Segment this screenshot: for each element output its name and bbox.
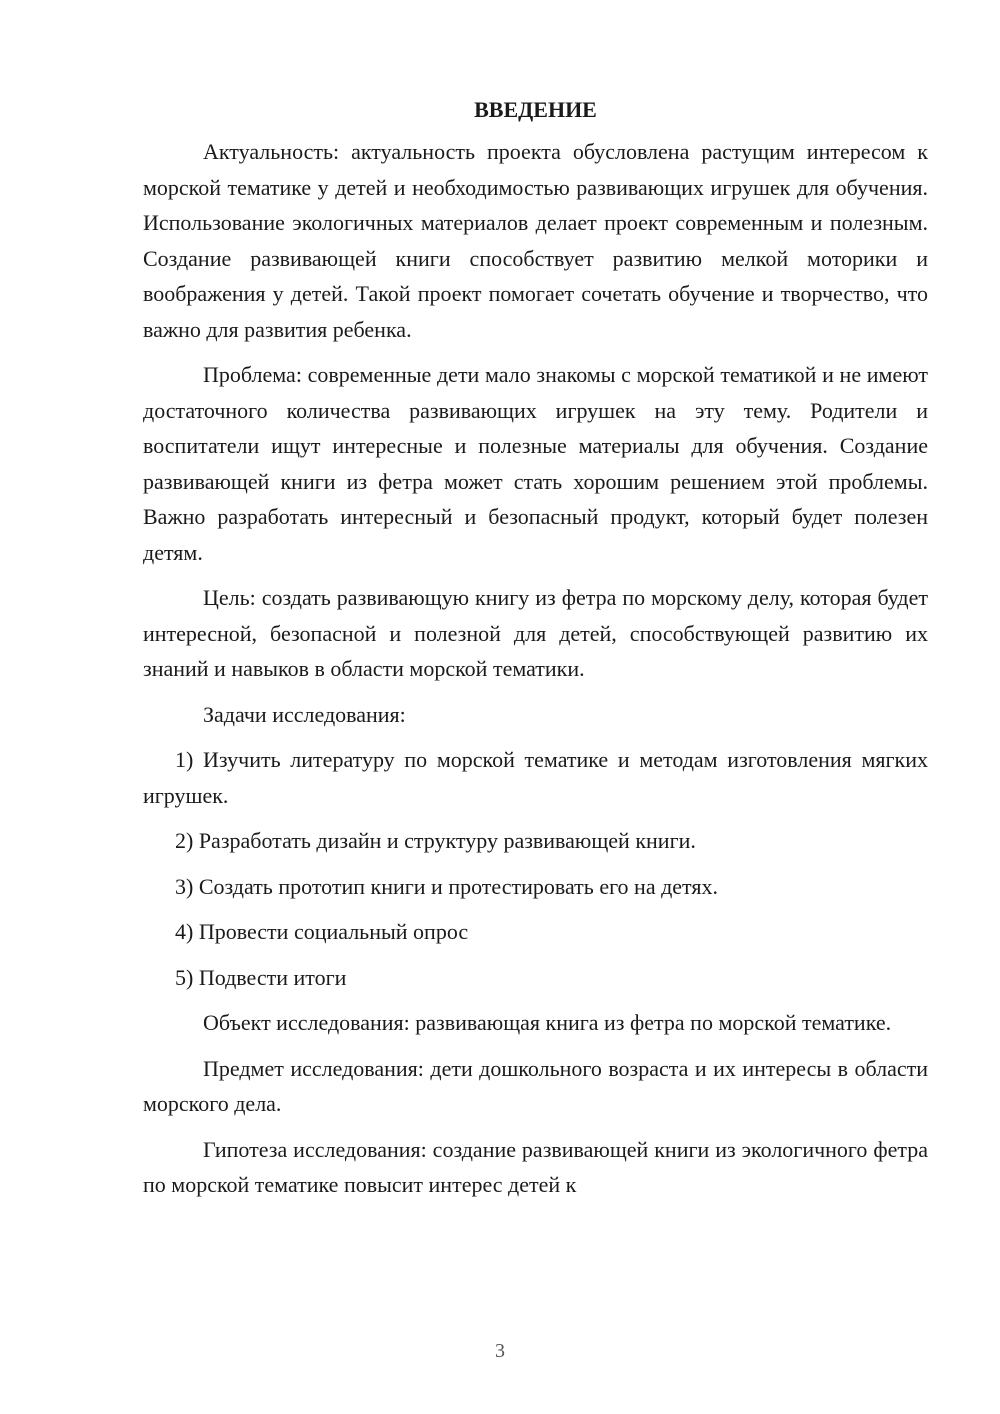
task-item-4: 4) Провести социальный опрос (175, 919, 469, 944)
subject-paragraph: Предмет исследования: дети дошкольного возраста и их интересы в области морского дела. (143, 1055, 928, 1116)
section-heading: ВВЕДЕНИЕ (474, 97, 597, 122)
task-item-2: 2) Разработать дизайн и структуру развивающей книги. (175, 828, 696, 853)
task-item-5: 5) Подвести итоги (175, 964, 347, 990)
object-paragraph: Объект исследования: развивающая книга из фетра по морской тематике. (203, 1010, 892, 1035)
goal-paragraph: Цель: создать развивающую книгу из фетра по морскому делу, которая будет интересной, безопасной и полезной для детей, способствующей развитию их знаний и навыков в области морской тематики. (143, 585, 928, 681)
task-item-3: 3) Создать прототип книги и протестировать его на детях. (175, 873, 718, 899)
tasks-title: Задачи исследования: (203, 701, 406, 727)
page-content (143, 92, 928, 1203)
hypothesis-paragraph: Гипотеза исследования: создание развивающей книги из экологичного фетра по морской тематике повысит интерес детей к (143, 1136, 928, 1197)
relevance-paragraph: Актуальность: актуальность проекта обусловлена растущим интересом к морской тематике у детей и необходимостью развивающих игрушек для обучения. Использование экологичных материалов делает проект современным и полезным. Создание развивающей книги способствует развитию мелкой моторики и воображения у детей. Такой проект помогает сочетать обучение и творчество, что важно для развития ребенка. (143, 139, 928, 342)
problem-paragraph: Проблема: современные дети мало знакомы с морской тематикой и не имеют достаточного количества развивающих игрушек на эту тему. Родители и воспитатели ищут интересные и полезные материалы для обучения. Создание развивающей книги из фетра может стать хорошим решением этой проблемы. Важно разработать интересный и безопасный продукт, который будет полезен детям. (143, 362, 928, 565)
task-item-1: 1) Изучить литературу по морской тематике и методам изготовления мягких игрушек. (143, 747, 928, 808)
page-number: 3 (495, 1340, 505, 1362)
